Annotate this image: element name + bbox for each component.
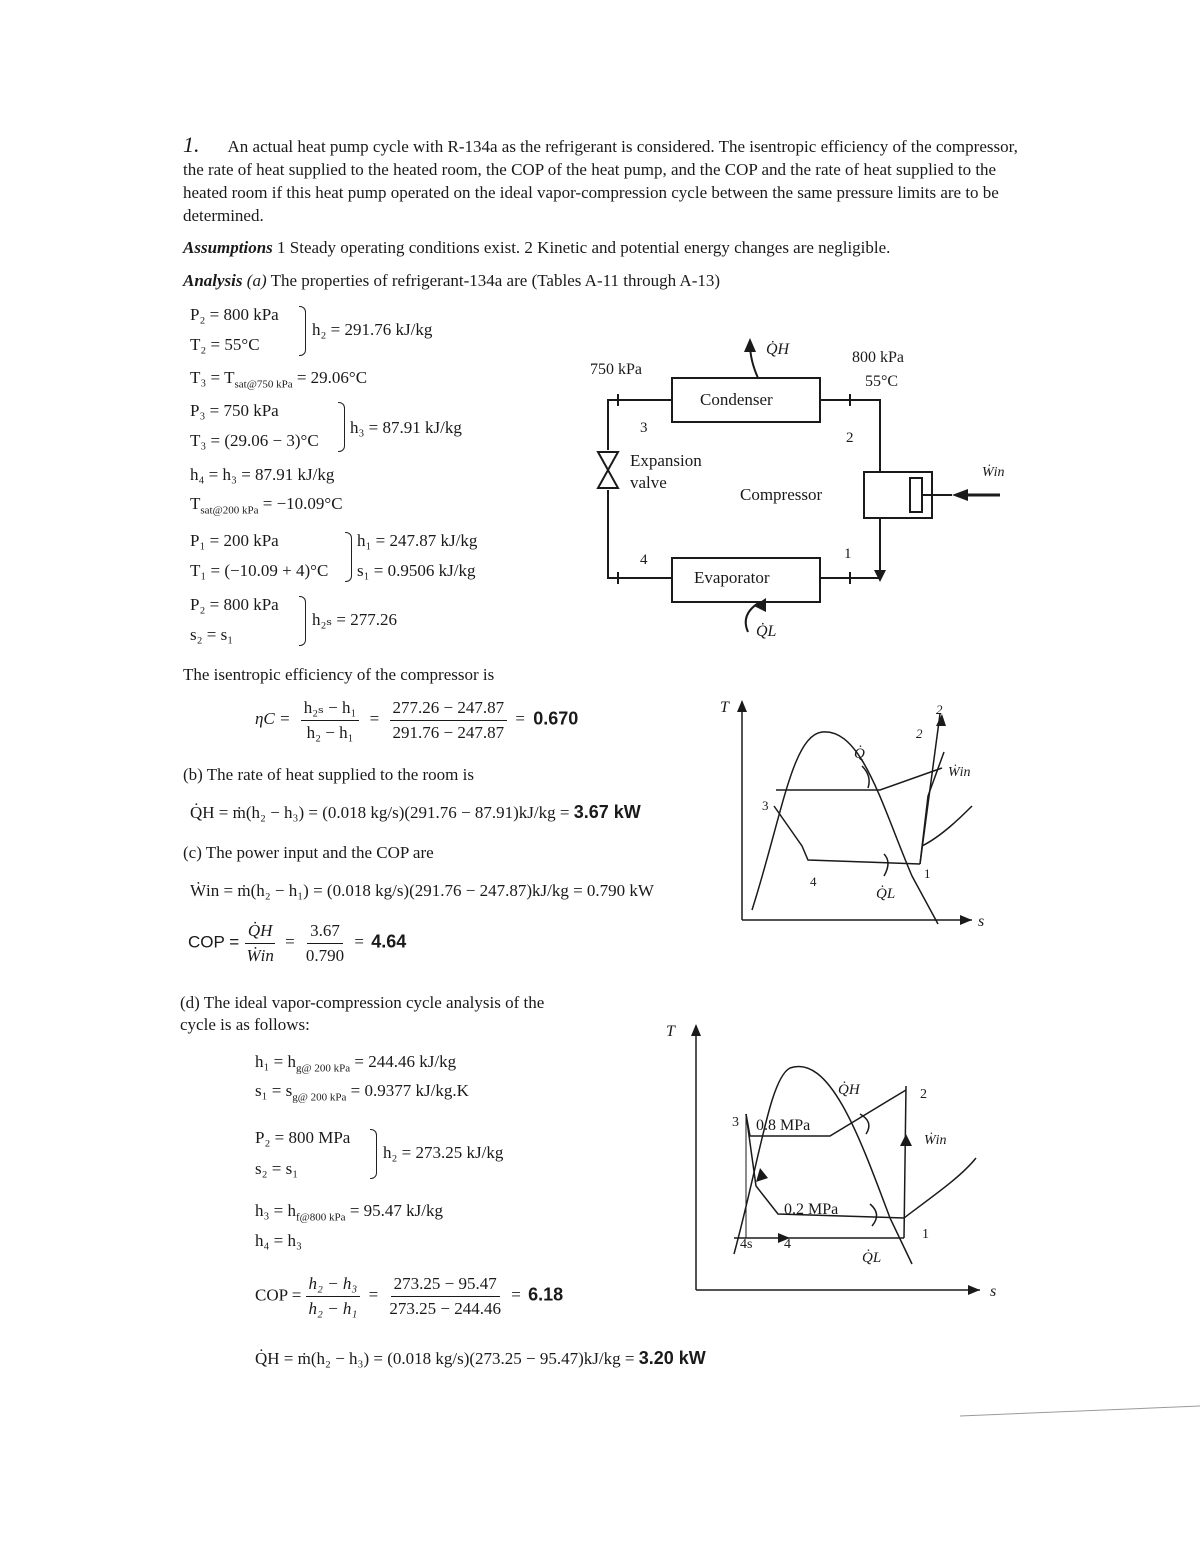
valve-bottom	[598, 470, 618, 488]
brace-state3	[338, 402, 345, 452]
schem-valve-2: valve	[630, 473, 667, 492]
schem-n2: 2	[846, 430, 854, 446]
schem-valve-1: Expansion	[630, 451, 702, 470]
ts1-saturation-dome	[752, 732, 938, 924]
ts2-ql-arrow	[870, 1204, 877, 1226]
flow-arrow-1	[874, 570, 886, 582]
part-d-label-2: cycle is as follows:	[180, 1015, 310, 1034]
ts1-s-label: s	[978, 913, 985, 930]
efficiency-lhs: ηC =	[255, 709, 291, 729]
ts2-ql-label: Q̇L	[862, 1250, 882, 1266]
part-d-cop: COP = $\frac{\text{h₂ − h₃}}{\text{h₂ − h₁}}$ = $\frac{273.25 - 95.47}{273.25 - 244.46}$ = 6.18	[255, 1274, 564, 1318]
efficiency-num-val: 277.26 − 247.87	[390, 697, 508, 721]
prop-tsat-val: = −10.09°C	[258, 494, 343, 513]
ts1-n4: 4	[810, 874, 817, 889]
ts1-high-pressure-line	[776, 768, 942, 790]
analysis-intro	[183, 269, 1033, 292]
efficiency-result: 0.670	[533, 708, 579, 729]
problem-text: An actual heat pump cycle with R-134a as the refrigerant is considered. The isentropic efficiency of the compressor, the rate of heat supplied to the heated room, the COP of the heat pump, and the COP and the rate of heat supplied to the heated room if this heat pump operated on the ideal vapor-compression cycle between the same pressure limits are to be determined.	[183, 137, 1018, 225]
part-d-num-val: 273.25 − 95.47	[391, 1273, 500, 1297]
schem-compressor: Compressor	[740, 485, 823, 504]
part-d-label-1: (d) The ideal vapor-compression cycle analysis of the	[180, 993, 545, 1012]
cop-num-sym: Q̇H	[245, 920, 276, 944]
part-d-h1-label: h₁ = h	[255, 1052, 297, 1071]
brace-state2	[299, 306, 306, 356]
assumptions	[183, 236, 1033, 259]
ts2-hp-label: 0.8 MPa	[756, 1117, 811, 1134]
win-arrowhead	[952, 489, 968, 501]
prop-tsat-label: T	[190, 494, 201, 513]
cop-lhs: COP =	[188, 932, 240, 952]
schem-n3: 3	[640, 420, 648, 436]
part-d-den-val: 273.25 − 244.46	[389, 1299, 502, 1318]
ts2-lp-label: 0.2 MPa	[784, 1201, 839, 1218]
heat-pump-schematic	[580, 330, 1020, 650]
part-d-qh	[255, 1347, 706, 1370]
part-d-s1	[255, 1080, 469, 1108]
part-b-label: (b) The rate of heat supplied to the room is	[183, 765, 474, 784]
ts2-expansion-arrowhead	[756, 1168, 768, 1182]
schem-t-right: 55°C	[865, 373, 899, 390]
ts-diagram-actual	[712, 696, 1002, 936]
cop-frac-val	[303, 920, 347, 967]
ts1-expansion-evap	[774, 806, 920, 864]
cop-den-val: 0.790	[305, 946, 345, 965]
part-b-equation	[190, 801, 641, 824]
ts1-t-label: T	[720, 699, 729, 716]
part-d-h3-val: = 95.47 kJ/kg	[345, 1201, 443, 1220]
schem-n1: 1	[844, 546, 852, 562]
part-c-equation: Ẇin = ṁ(h₂ − h₁) = (0.018 kg/s)(291.76 − 247.87)kJ/kg = 0.790 kW	[190, 881, 654, 900]
part-c-label: (c) The power input and the COP are	[183, 843, 434, 862]
ts2-saturation-dome	[734, 1066, 912, 1264]
ts1-superheat	[922, 806, 972, 846]
prop-tsat-200	[190, 493, 343, 521]
ts1-n1: 1	[924, 866, 931, 881]
prop-h3: h₃ = 87.91 kJ/kg	[350, 418, 462, 437]
part-d-frac-val	[386, 1273, 504, 1320]
efficiency-frac-sym	[301, 697, 360, 744]
prop-h2: h₂ = 291.76 kJ/kg	[312, 320, 433, 339]
part-d-s1-val: = 0.9377 kJ/kg.K	[346, 1081, 469, 1100]
schem-qh: Q̇H	[766, 341, 790, 358]
prop-p2b: P₂ = 800 kPa	[190, 595, 279, 614]
part-d-den-sym: h₂ − h₁	[308, 1299, 358, 1318]
assumptions-label: Assumptions	[183, 238, 273, 257]
prop-s2: s₂ = s₁	[190, 625, 234, 644]
schem-ql: Q̇L	[756, 623, 777, 640]
part-d-p2: P₂ = 800 MPa	[255, 1128, 351, 1147]
part-d-s1-sub: g@ 200 kPa	[292, 1091, 347, 1104]
brace-state2s	[299, 596, 306, 646]
ts2-n3: 3	[732, 1115, 739, 1130]
ts-diagram-ideal	[660, 1018, 1000, 1308]
ts1-n2s: 2	[916, 726, 923, 741]
part-d-cop-result: 6.18	[528, 1284, 564, 1305]
ts1-ql-label: Q̇L	[876, 886, 896, 902]
ts2-s-arrowhead	[968, 1285, 980, 1295]
ts2-n4: 4	[784, 1237, 791, 1252]
ts2-n1: 1	[922, 1227, 929, 1242]
part-d-qh-text: Q̇H = ṁ(h₂ − h₃) = (0.018 kg/s)(273.25 − 95.47)kJ/kg =	[255, 1349, 639, 1368]
part-d-h4: h₄ = h₃	[255, 1231, 302, 1250]
ts2-n4s: 4s	[740, 1237, 753, 1252]
prop-h2s: h₂ₛ = 277.26	[312, 610, 397, 629]
assumptions-text: 1 Steady operating conditions exist. 2 Kinetic and potential energy changes are negligible.	[277, 238, 891, 257]
ts2-win-arrowhead	[900, 1134, 912, 1146]
efficiency-den-val: 291.76 − 247.87	[392, 723, 505, 742]
brace-state1	[345, 532, 352, 582]
part-b-result: 3.67 kW	[573, 802, 641, 822]
part-d-h1-sub: g@ 200 kPa	[296, 1062, 351, 1075]
part-d-cop-lhs: COP =	[255, 1285, 302, 1305]
schem-win: Ẇin	[982, 465, 1005, 480]
schem-n4: 4	[640, 552, 648, 568]
ts2-s-label: s	[990, 1283, 997, 1300]
part-d-frac-sym	[306, 1273, 361, 1320]
schem-p-right: 800 kPa	[852, 349, 904, 366]
qh-arrowhead	[744, 338, 756, 352]
prop-p1: P₁ = 200 kPa	[190, 531, 279, 550]
efficiency-frac-val	[390, 697, 508, 744]
schem-evaporator: Evaporator	[694, 568, 770, 587]
efficiency-den-sym: h₂ − h₁	[306, 723, 354, 742]
part-d-h3-sub: f@800 kPa	[296, 1211, 346, 1224]
part-d-h1-val: = 244.46 kJ/kg	[350, 1052, 457, 1071]
cop-num-val: 3.67	[307, 920, 343, 944]
part-d-h3-label: h₃ = h	[255, 1201, 297, 1220]
ts2-t-label: T	[666, 1023, 675, 1040]
prop-t3b: T₃ = (29.06 − 3)°C	[190, 431, 319, 450]
prop-t1: T₁ = (−10.09 + 4)°C	[190, 561, 329, 580]
prop-t3-label: T₃ = T	[190, 368, 235, 387]
ql-arrowhead	[754, 598, 766, 612]
prop-tsat-sub: sat@200 kPa	[200, 504, 259, 517]
ts1-n2: 2	[936, 702, 943, 717]
prop-p3: P₃ = 750 kPa	[190, 401, 279, 420]
compressor-piston	[910, 478, 922, 512]
brace-d-state2	[370, 1129, 377, 1179]
ts2-qh-label: Q̇H	[838, 1082, 860, 1098]
part-d-num-sym: h₂ − h₃	[306, 1273, 361, 1297]
ts1-n3: 3	[762, 798, 769, 813]
prop-t3-sub: sat@750 kPa	[234, 378, 293, 391]
cop-den-sym: Ẇin	[246, 946, 274, 965]
ts2-compression	[904, 1086, 906, 1238]
valve-top	[598, 452, 618, 470]
cop-result: 4.64	[371, 931, 407, 952]
ts2-superheat	[904, 1158, 976, 1218]
efficiency-intro: The isentropic efficiency of the compressor is	[183, 665, 495, 684]
schem-p-left: 750 kPa	[590, 361, 642, 378]
analysis-part: (a)	[246, 271, 267, 290]
part-d-h3	[255, 1200, 443, 1228]
prop-h1: h₁ = 247.87 kJ/kg	[357, 531, 478, 550]
analysis-label: Analysis	[183, 271, 243, 290]
scan-edge-line	[960, 1396, 1200, 1426]
ts1-s-arrowhead	[960, 915, 972, 925]
ts2-n2: 2	[920, 1087, 927, 1102]
part-c-cop: COP = $\frac{Q̇H}{\text{Ẇin}}$ = $\frac{3.67}{0.790}$ = 4.64	[188, 921, 407, 965]
prop-h4: h₄ = h₃ = 87.91 kJ/kg	[190, 465, 335, 484]
ts1-t-arrowhead	[737, 700, 747, 712]
prop-t3-sat	[190, 367, 367, 395]
ts2-win-label: Ẇin	[924, 1133, 947, 1148]
ts1-win-label: Ẇin	[948, 765, 971, 780]
analysis-text: The properties of refrigerant-134a are (Tables A-11 through A-13)	[270, 271, 721, 290]
problem-statement	[183, 133, 1033, 227]
part-d-s1-label: s₁ = s	[255, 1081, 293, 1100]
ts1-q-label: Q̇	[854, 746, 865, 762]
efficiency-num-sym: h₂ₛ − h₁	[301, 697, 360, 721]
ts1-q-arrow	[862, 766, 869, 788]
ts2-t-arrowhead	[691, 1024, 701, 1036]
part-d-h1	[255, 1051, 456, 1079]
ts1-ql-arrow	[884, 854, 888, 876]
part-d-s2: s₂ = s₁	[255, 1159, 299, 1178]
prop-p2: P₂ = 800 kPa	[190, 305, 279, 324]
problem-number: 1.	[183, 132, 200, 157]
part-d-h2: h₂ = 273.25 kJ/kg	[383, 1143, 504, 1162]
prop-t2: T₂ = 55°C	[190, 335, 260, 354]
part-b-eq-text: Q̇H = ṁ(h₂ − h₃) = (0.018 kg/s)(291.76 − 87.91)kJ/kg =	[190, 803, 574, 822]
cop-frac-sym	[243, 920, 276, 967]
prop-s1: s₁ = 0.9506 kJ/kg	[357, 561, 476, 580]
efficiency-equation: ηC = $\frac{\text{h₂ₛ − h₁}}{\text{h₂ − h₁}}$ = $\frac{277.26 - 247.87}{291.76 - 247.87}$ = 0.670	[255, 698, 579, 742]
prop-t3-val: = 29.06°C	[292, 368, 368, 387]
part-d-qh-result: 3.20 kW	[638, 1348, 706, 1368]
schem-condenser: Condenser	[700, 390, 773, 409]
